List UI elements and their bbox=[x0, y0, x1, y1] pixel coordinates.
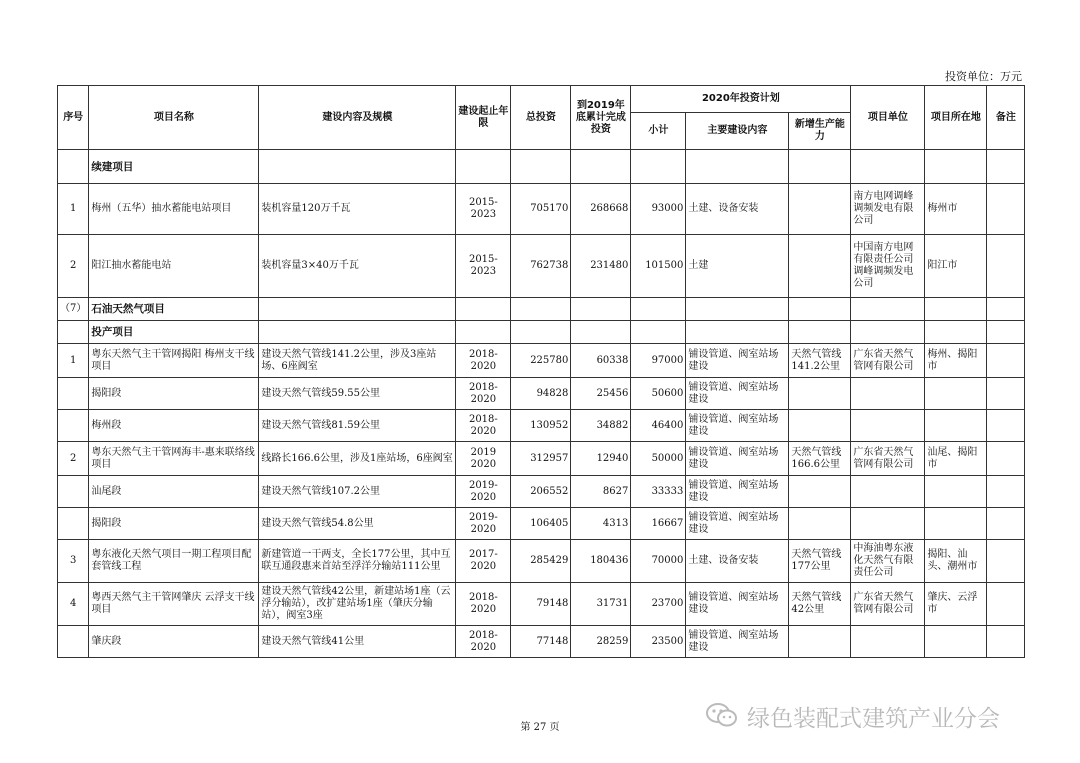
empty-cell bbox=[925, 150, 987, 184]
cell-cum: 31731 bbox=[571, 583, 631, 626]
cell-no: 1 bbox=[58, 344, 89, 378]
cell-remark bbox=[987, 235, 1025, 298]
cell-capacity: 天然气管线141.2公里 bbox=[789, 344, 851, 378]
cell-name: 汕尾段 bbox=[89, 476, 259, 508]
cell-content: 建设天然气管线59.55公里 bbox=[259, 378, 456, 410]
cell-cum: 268668 bbox=[571, 184, 631, 235]
table-row bbox=[58, 235, 1025, 298]
cell-main: 铺设管道、阀室站场建设 bbox=[686, 344, 789, 378]
cell-capacity bbox=[789, 184, 851, 235]
cell-content: 建设天然气管线42公里，新建站场1座（云浮分输站），改扩建站场1座（肇庆分输站），阀室3座 bbox=[259, 583, 456, 626]
empty-cell bbox=[987, 150, 1025, 184]
header-unit: 项目单位 bbox=[851, 86, 925, 150]
cell-content: 装机容量120万千瓦 bbox=[259, 184, 456, 235]
empty-cell bbox=[789, 321, 851, 344]
cell-period: 2018-2020 bbox=[456, 583, 511, 626]
cell-name: 揭阳段 bbox=[89, 378, 259, 410]
empty-cell bbox=[456, 321, 511, 344]
cell-unit bbox=[851, 476, 925, 508]
cell-location bbox=[925, 626, 987, 658]
empty-cell bbox=[631, 321, 686, 344]
cell-location bbox=[925, 508, 987, 540]
cell-period: 2015-2023 bbox=[456, 184, 511, 235]
cell-total: 94828 bbox=[511, 378, 571, 410]
cell-total: 206552 bbox=[511, 476, 571, 508]
cell-name: 揭阳段 bbox=[89, 508, 259, 540]
cell-cum: 60338 bbox=[571, 344, 631, 378]
cell-no: 3 bbox=[58, 540, 89, 583]
cell-main: 铺设管道、阀室站场建设 bbox=[686, 476, 789, 508]
cell-content: 线路长166.6公里，涉及1座站场，6座阀室 bbox=[259, 442, 456, 476]
cell-period: 2019 2020 bbox=[456, 442, 511, 476]
cell-no bbox=[58, 378, 89, 410]
cell-total: 705170 bbox=[511, 184, 571, 235]
cell-capacity bbox=[789, 508, 851, 540]
cell-no: 2 bbox=[58, 442, 89, 476]
cell-content: 建设天然气管线107.2公里 bbox=[259, 476, 456, 508]
table-row bbox=[58, 344, 1025, 378]
cell-name: 肇庆段 bbox=[89, 626, 259, 658]
empty-cell bbox=[686, 150, 789, 184]
cell-total: 762738 bbox=[511, 235, 571, 298]
cell-cum: 4313 bbox=[571, 508, 631, 540]
cell-name: 投产项目 bbox=[89, 321, 259, 344]
cell-content: 新建管道一干两支，全长177公里，其中互联互通段惠来首站至浮洋分输站111公里 bbox=[259, 540, 456, 583]
cell-location: 梅州市 bbox=[925, 184, 987, 235]
watermark-text: 绿色装配式建筑产业分会 bbox=[747, 706, 1000, 732]
cell-content: 建设天然气管线141.2公里，涉及3座站场、6座阀室 bbox=[259, 344, 456, 378]
wechat-icon bbox=[705, 701, 739, 729]
cell-subtotal: 23700 bbox=[631, 583, 686, 626]
cell-subtotal: 33333 bbox=[631, 476, 686, 508]
cell-no bbox=[58, 150, 89, 184]
cell-name: 梅州（五华）抽水蓄能电站项目 bbox=[89, 184, 259, 235]
cell-remark bbox=[987, 378, 1025, 410]
cell-cum: 25456 bbox=[571, 378, 631, 410]
cell-capacity bbox=[789, 476, 851, 508]
cell-period: 2018-2020 bbox=[456, 378, 511, 410]
table-row bbox=[58, 410, 1025, 442]
investment-unit-label: 投资单位：万元 bbox=[945, 70, 1022, 83]
header-location: 项目所在地 bbox=[925, 86, 987, 150]
cell-no bbox=[58, 321, 89, 344]
cell-subtotal: 46400 bbox=[631, 410, 686, 442]
investment-plan-table bbox=[57, 85, 1025, 658]
cell-no: 2 bbox=[58, 235, 89, 298]
cell-subtotal: 16667 bbox=[631, 508, 686, 540]
table-row bbox=[58, 583, 1025, 626]
table-row bbox=[58, 508, 1025, 540]
cell-unit: 南方电网调峰调频发电有限公司 bbox=[851, 184, 925, 235]
cell-location: 肇庆、云浮市 bbox=[925, 583, 987, 626]
cell-unit: 广东省天然气管网有限公司 bbox=[851, 344, 925, 378]
table-row bbox=[58, 626, 1025, 658]
cell-location: 梅州、揭阳市 bbox=[925, 344, 987, 378]
cell-capacity: 天然气管线177公里 bbox=[789, 540, 851, 583]
cell-total: 285429 bbox=[511, 540, 571, 583]
cell-total: 79148 bbox=[511, 583, 571, 626]
cell-capacity: 天然气管线166.6公里 bbox=[789, 442, 851, 476]
cell-name: 梅州段 bbox=[89, 410, 259, 442]
table-row bbox=[58, 442, 1025, 476]
cell-capacity bbox=[789, 410, 851, 442]
cell-content: 建设天然气管线41公里 bbox=[259, 626, 456, 658]
cell-content: 装机容量3×40万千瓦 bbox=[259, 235, 456, 298]
cell-location bbox=[925, 378, 987, 410]
section-row bbox=[58, 298, 1025, 321]
header-period: 建设起止年限 bbox=[456, 86, 511, 150]
empty-cell bbox=[789, 150, 851, 184]
section-row bbox=[58, 150, 1025, 184]
table-row bbox=[58, 540, 1025, 583]
cell-main: 土建 bbox=[686, 235, 789, 298]
cell-remark bbox=[987, 583, 1025, 626]
cell-no: 1 bbox=[58, 184, 89, 235]
cell-main: 铺设管道、阀室站场建设 bbox=[686, 410, 789, 442]
empty-cell bbox=[851, 321, 925, 344]
cell-location: 汕尾、揭阳市 bbox=[925, 442, 987, 476]
cell-main: 土建、设备安装 bbox=[686, 184, 789, 235]
cell-subtotal: 50600 bbox=[631, 378, 686, 410]
table-row bbox=[58, 378, 1025, 410]
cell-unit: 广东省天然气管网有限公司 bbox=[851, 442, 925, 476]
cell-unit bbox=[851, 508, 925, 540]
cell-cum: 34882 bbox=[571, 410, 631, 442]
cell-no: （7） bbox=[58, 298, 89, 321]
empty-cell bbox=[259, 321, 456, 344]
cell-subtotal: 23500 bbox=[631, 626, 686, 658]
cell-period: 2018-2020 bbox=[456, 344, 511, 378]
cell-period: 2019-2020 bbox=[456, 476, 511, 508]
header-remark: 备注 bbox=[987, 86, 1025, 150]
cell-name: 石油天然气项目 bbox=[89, 298, 259, 321]
header-name: 项目名称 bbox=[89, 86, 259, 150]
empty-cell bbox=[511, 298, 571, 321]
page-number: 第 27 页 bbox=[520, 722, 560, 733]
cell-location bbox=[925, 476, 987, 508]
cell-period: 2018-2020 bbox=[456, 626, 511, 658]
cell-main: 铺设管道、阀室站场建设 bbox=[686, 508, 789, 540]
header-content: 建设内容及规模 bbox=[259, 86, 456, 150]
empty-cell bbox=[571, 150, 631, 184]
cell-remark bbox=[987, 540, 1025, 583]
empty-cell bbox=[686, 298, 789, 321]
cell-no bbox=[58, 626, 89, 658]
section-row bbox=[58, 321, 1025, 344]
cell-name: 阳江抽水蓄能电站 bbox=[89, 235, 259, 298]
header-no: 序号 bbox=[58, 86, 89, 150]
cell-remark bbox=[987, 410, 1025, 442]
cell-main: 铺设管道、阀室站场建设 bbox=[686, 583, 789, 626]
header-cumulative: 到2019年底累计完成投资 bbox=[571, 86, 631, 150]
empty-cell bbox=[259, 150, 456, 184]
cell-cum: 8627 bbox=[571, 476, 631, 508]
cell-total: 130952 bbox=[511, 410, 571, 442]
cell-name: 粤东液化天然气项目一期工程项目配套管线工程 bbox=[89, 540, 259, 583]
cell-no bbox=[58, 410, 89, 442]
cell-total: 77148 bbox=[511, 626, 571, 658]
cell-subtotal: 93000 bbox=[631, 184, 686, 235]
cell-unit bbox=[851, 378, 925, 410]
cell-content: 建设天然气管线54.8公里 bbox=[259, 508, 456, 540]
cell-subtotal: 97000 bbox=[631, 344, 686, 378]
empty-cell bbox=[789, 298, 851, 321]
cell-cum: 180436 bbox=[571, 540, 631, 583]
cell-capacity bbox=[789, 378, 851, 410]
empty-cell bbox=[686, 321, 789, 344]
cell-capacity bbox=[789, 626, 851, 658]
empty-cell bbox=[987, 298, 1025, 321]
empty-cell bbox=[511, 150, 571, 184]
cell-subtotal: 50000 bbox=[631, 442, 686, 476]
header-total: 总投资 bbox=[511, 86, 571, 150]
cell-remark bbox=[987, 626, 1025, 658]
cell-no: 4 bbox=[58, 583, 89, 626]
cell-cum: 231480 bbox=[571, 235, 631, 298]
cell-name: 续建项目 bbox=[89, 150, 259, 184]
cell-remark bbox=[987, 476, 1025, 508]
empty-cell bbox=[511, 321, 571, 344]
empty-cell bbox=[925, 298, 987, 321]
empty-cell bbox=[851, 298, 925, 321]
cell-main: 土建、设备安装 bbox=[686, 540, 789, 583]
empty-cell bbox=[571, 321, 631, 344]
empty-cell bbox=[851, 150, 925, 184]
cell-unit bbox=[851, 626, 925, 658]
cell-unit: 中海油粤东液化天然气有限责任公司 bbox=[851, 540, 925, 583]
empty-cell bbox=[925, 321, 987, 344]
cell-unit: 广东省天然气管网有限公司 bbox=[851, 583, 925, 626]
cell-name: 粤东天然气主干管网海丰-惠来联络线项目 bbox=[89, 442, 259, 476]
cell-no bbox=[58, 476, 89, 508]
cell-main: 铺设管道、阀室站场建设 bbox=[686, 442, 789, 476]
cell-total: 225780 bbox=[511, 344, 571, 378]
header-main-content: 主要建设内容 bbox=[686, 113, 789, 150]
cell-total: 106405 bbox=[511, 508, 571, 540]
cell-main: 铺设管道、阀室站场建设 bbox=[686, 626, 789, 658]
cell-remark bbox=[987, 508, 1025, 540]
empty-cell bbox=[631, 150, 686, 184]
cell-main: 铺设管道、阀室站场建设 bbox=[686, 378, 789, 410]
header-plan-2020: 2020年投资计划 bbox=[631, 86, 851, 113]
header-capacity: 新增生产能力 bbox=[789, 113, 851, 150]
header-subtotal: 小计 bbox=[631, 113, 686, 150]
watermark bbox=[705, 697, 1055, 733]
cell-remark bbox=[987, 442, 1025, 476]
cell-name: 粤东天然气主干管网揭阳 梅州支干线项目 bbox=[89, 344, 259, 378]
cell-unit: 中国南方电网有限责任公司调峰调频发电公司 bbox=[851, 235, 925, 298]
cell-cum: 28259 bbox=[571, 626, 631, 658]
cell-capacity bbox=[789, 235, 851, 298]
empty-cell bbox=[456, 298, 511, 321]
empty-cell bbox=[987, 321, 1025, 344]
cell-content: 建设天然气管线81.59公里 bbox=[259, 410, 456, 442]
empty-cell bbox=[631, 298, 686, 321]
cell-period: 2018-2020 bbox=[456, 410, 511, 442]
cell-period: 2017-2020 bbox=[456, 540, 511, 583]
cell-location: 揭阳、汕头、潮州市 bbox=[925, 540, 987, 583]
table-row bbox=[58, 476, 1025, 508]
empty-cell bbox=[571, 298, 631, 321]
cell-location bbox=[925, 410, 987, 442]
cell-no bbox=[58, 508, 89, 540]
cell-remark bbox=[987, 344, 1025, 378]
cell-period: 2015-2023 bbox=[456, 235, 511, 298]
cell-subtotal: 70000 bbox=[631, 540, 686, 583]
table-row bbox=[58, 184, 1025, 235]
cell-name: 粤西天然气主干管网肇庆 云浮支干线项目 bbox=[89, 583, 259, 626]
empty-cell bbox=[456, 150, 511, 184]
cell-capacity: 天然气管线42公里 bbox=[789, 583, 851, 626]
cell-remark bbox=[987, 184, 1025, 235]
cell-unit bbox=[851, 410, 925, 442]
empty-cell bbox=[259, 298, 456, 321]
cell-location: 阳江市 bbox=[925, 235, 987, 298]
cell-cum: 12940 bbox=[571, 442, 631, 476]
cell-subtotal: 101500 bbox=[631, 235, 686, 298]
cell-period: 2019-2020 bbox=[456, 508, 511, 540]
cell-total: 312957 bbox=[511, 442, 571, 476]
